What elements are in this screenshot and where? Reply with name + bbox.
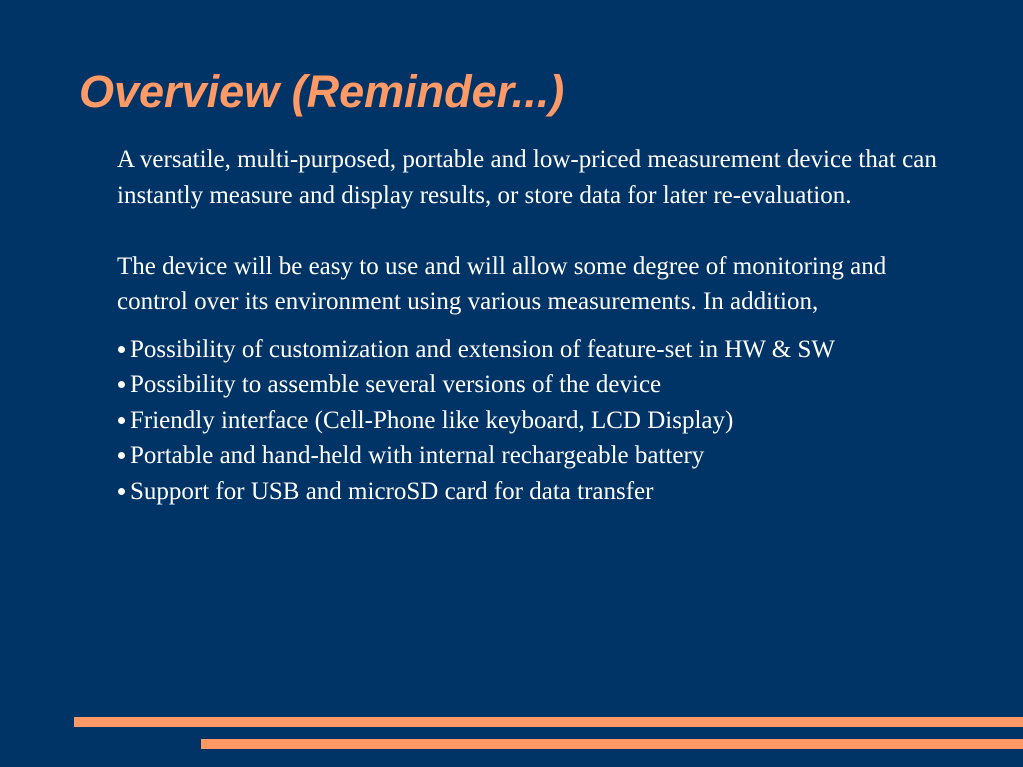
- list-item: [117, 474, 957, 510]
- list-item-text: Friendly interface (Cell-Phone like keyboard, LCD Display): [130, 406, 734, 434]
- bullet-icon: [118, 417, 125, 424]
- list-item-text: Possibility to assemble several versions of the device: [130, 371, 662, 398]
- bullet-icon: [118, 346, 125, 353]
- bullet-icon: [118, 488, 125, 495]
- bullet-icon: [118, 452, 125, 459]
- intro-paragraph: A versatile, multi-purposed, portable and low-priced measurement device that can instantly measure and display results, or store data for later re-evaluation.: [117, 146, 937, 209]
- list-item-text: Possibility of customization and extension of feature-set in HW & SW: [130, 335, 835, 363]
- decorative-rule-bottom: [201, 739, 1023, 749]
- list-item: [117, 403, 957, 439]
- list-item-text: Support for USB and microSD card for data transfer: [130, 477, 654, 505]
- slide-title: Overview (Reminder...): [79, 66, 565, 117]
- slide-body: [117, 142, 957, 509]
- bullet-icon: [118, 381, 125, 388]
- description-paragraph: The device will be easy to use and will allow some degree of monitoring and control over its environment using various measurements. In addition,: [117, 252, 887, 315]
- list-item: [117, 438, 957, 474]
- list-item: [117, 367, 957, 403]
- decorative-rule-top: [74, 717, 1023, 727]
- feature-list: [117, 332, 957, 510]
- list-item: [117, 332, 957, 368]
- list-item-text: Portable and hand-held with internal rechargeable battery: [130, 442, 705, 469]
